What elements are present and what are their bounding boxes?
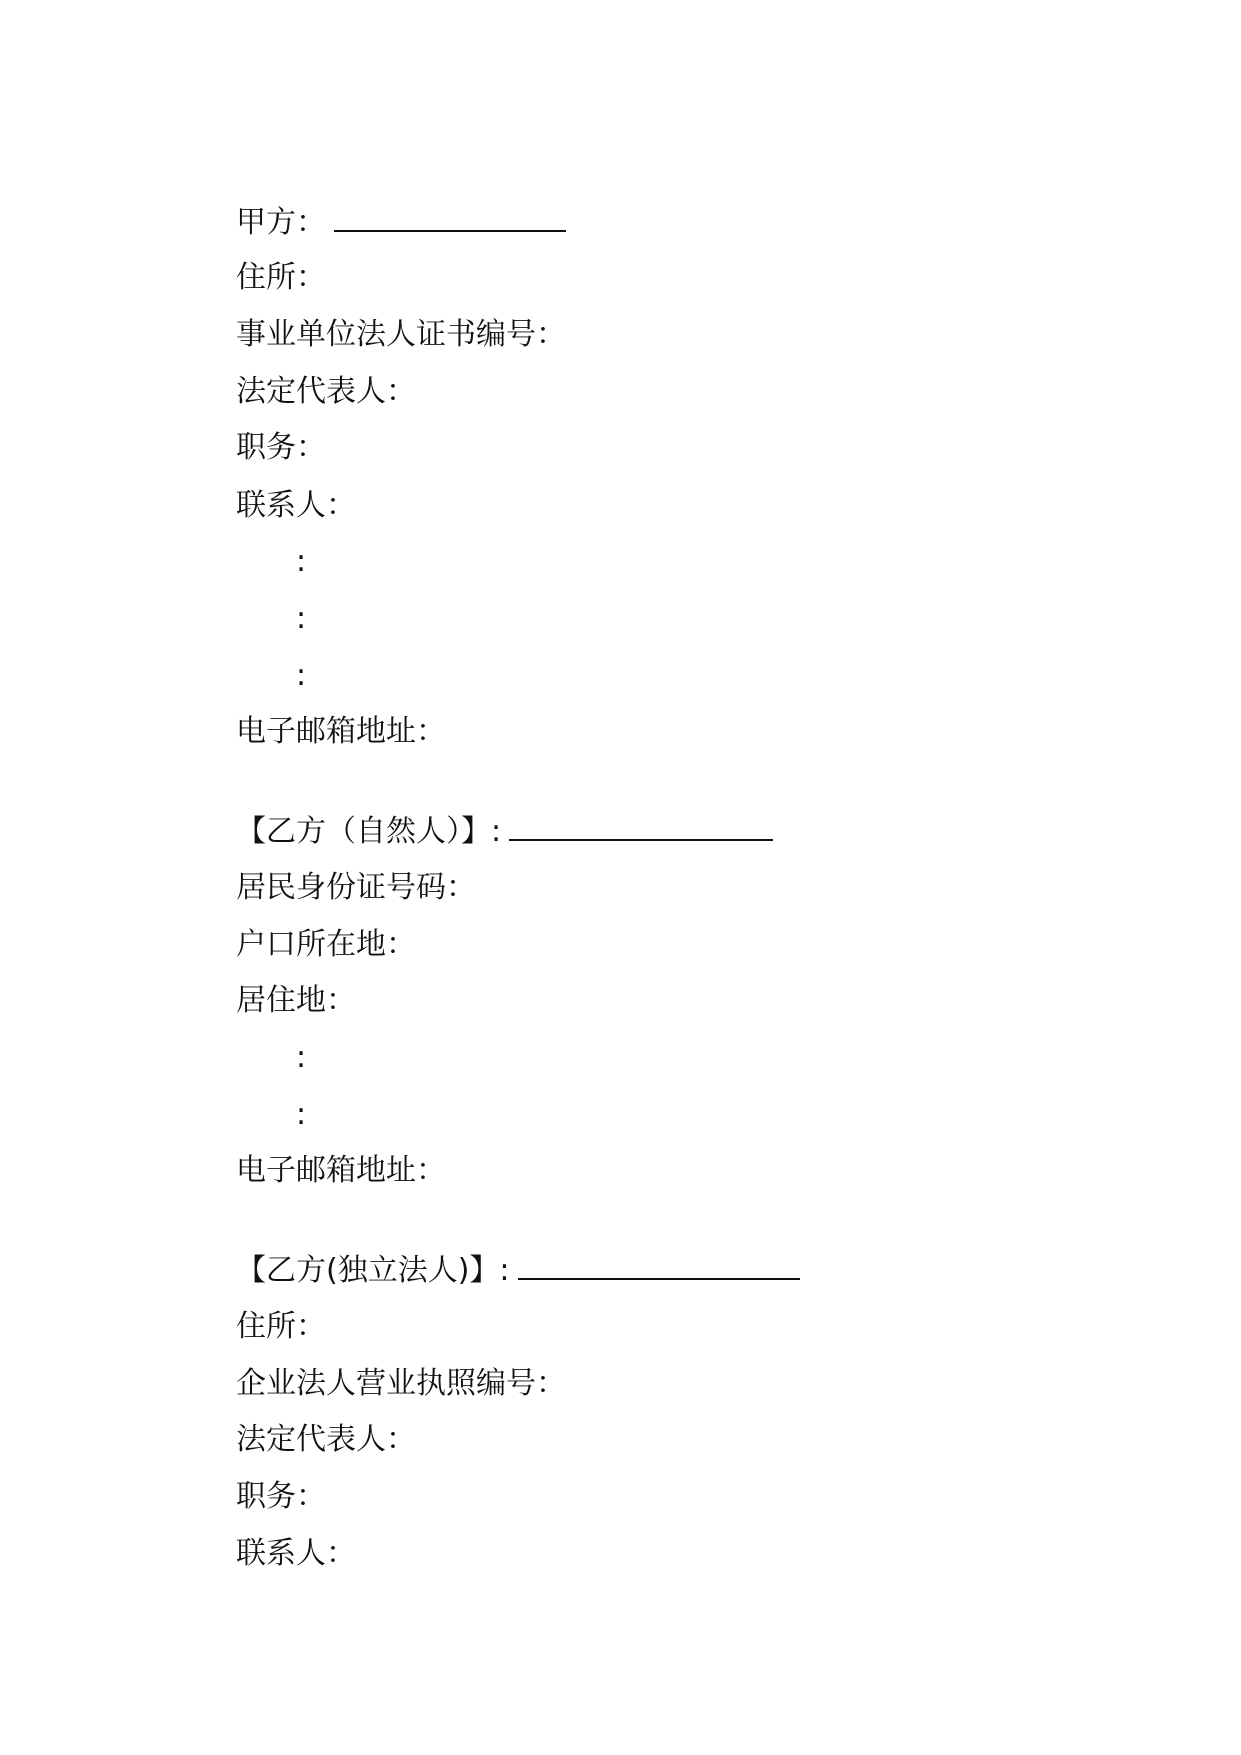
party-b-residence-field: 居住地： — [236, 983, 356, 1018]
party-a-colon-line-3: : — [296, 658, 307, 693]
party-a-name-blank[interactable] — [334, 202, 566, 232]
party-a-line — [236, 202, 566, 242]
party-a-email-field: 电子邮箱地址： — [236, 714, 446, 749]
party-b-legal-rep-field: 法定代表人： — [236, 1422, 416, 1457]
party-b-natural-colon-line-1: : — [296, 1040, 307, 1075]
party-b-natural-colon-line-2: : — [296, 1097, 307, 1132]
party-a-contact-field: 联系人： — [236, 488, 356, 523]
party-b-legal-address-field: 住所： — [236, 1309, 326, 1344]
party-b-household-field: 户口所在地： — [236, 927, 416, 962]
party-b-legal-name-blank[interactable] — [518, 1250, 800, 1280]
party-b-legal-line — [236, 1250, 800, 1290]
party-a-legal-rep-field: 法定代表人： — [236, 374, 416, 409]
party-b-natural-label: 【乙方（自然人）】: — [236, 814, 502, 849]
party-a-certificate-field: 事业单位法人证书编号： — [236, 317, 566, 352]
party-a-position-field: 职务： — [236, 430, 326, 465]
party-b-business-license-field: 企业法人营业执照编号： — [236, 1366, 566, 1401]
party-a-address-field: 住所： — [236, 260, 326, 295]
party-b-id-number-field: 居民身份证号码： — [236, 870, 476, 905]
party-b-position-field: 职务： — [236, 1479, 326, 1514]
party-b-natural-name-blank[interactable] — [509, 811, 773, 841]
party-b-legal-label: 【乙方(独立法人)】: — [236, 1253, 510, 1288]
party-a-colon-line-2: : — [296, 601, 307, 636]
party-b-natural-email-field: 电子邮箱地址： — [236, 1153, 446, 1188]
party-a-label: 甲方： — [236, 205, 326, 240]
party-b-natural-line — [236, 811, 773, 851]
party-a-colon-line-1: : — [296, 544, 307, 579]
party-b-contact-field: 联系人： — [236, 1536, 356, 1571]
